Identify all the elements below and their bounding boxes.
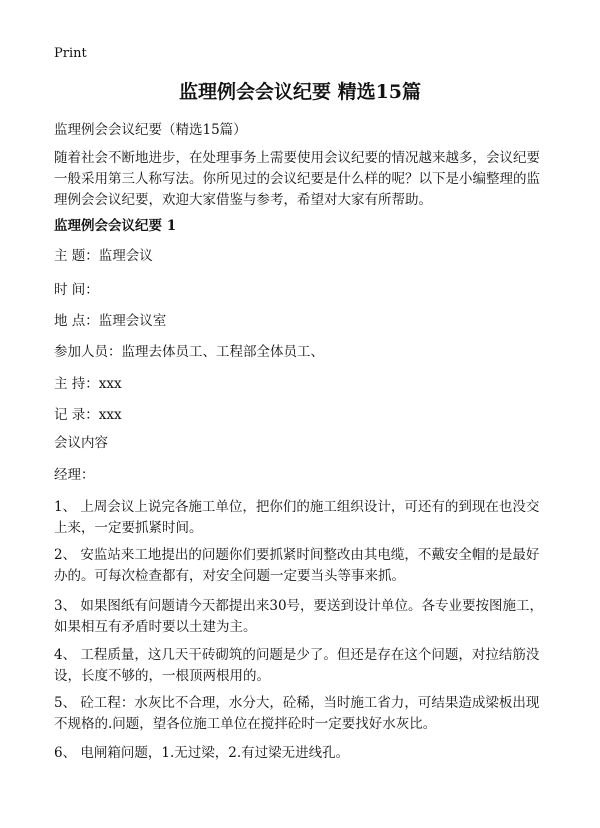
list-item: 5、 砼工程：水灰比不合理，水分大，砼稀，当时施工省力，可结果造成梁板出现不规格的.问题，望各位施工单位在搅拌砼时一定要找好水灰比。 xyxy=(54,695,540,732)
list-item: 1、 上周会议上说完各施工单位，把你们的施工组织设计，可还有的到现在也没交上来，一定要抓紧时间。 xyxy=(54,499,540,536)
field-attendees: 参加人员：监理去体员工、工程部全体员工、 xyxy=(54,344,324,360)
field-recorder: 记 录：xxx xyxy=(54,407,122,423)
page-title: 监理例会会议纪要 精选15篇 xyxy=(178,81,422,103)
field-host: 主 持：xxx xyxy=(54,376,122,392)
list-item: 2、 安监站来工地提出的问题你们要抓紧时间整改由其电缆，不戴安全帽的是最好办的。可每次检查都有，对安全问题一定要当头等事来抓。 xyxy=(54,547,540,584)
content-label: 会议内容 xyxy=(54,435,108,451)
list-item: 4、 工程质量，这几天干砖砌筑的问题是少了。但还是存在这个问题，对拉结筋没设，长度不够的，一根顶两根用的。 xyxy=(54,647,540,684)
subtitle: 监理例会会议纪要（精选15篇） xyxy=(54,122,247,138)
intro-paragraph: 随着社会不断地进步，在处理事务上需要使用会议纪要的情况越来越多，会议纪要一般采用第三人称写法。你所见过的会议纪要是什么样的呢？以下是小编整理的监理例会会议纪要，欢迎大家借鉴与参考，希望对大家有所帮助。 xyxy=(54,150,540,208)
print-link[interactable]: Print xyxy=(54,46,87,61)
section-heading: 监理例会会议纪要 1 xyxy=(54,218,177,234)
field-time: 时 间： xyxy=(54,282,99,298)
list-item: 6、 电闸箱问题，1.无过梁，2.有过梁无进线孔。 xyxy=(54,745,350,761)
manager-label: 经理： xyxy=(54,467,95,483)
list-item: 3、 如果图纸有问题请今天都提出来30号，要送到设计单位。各专业要按图施工，如果相互有矛盾时要以土建为主。 xyxy=(54,598,544,635)
field-topic: 主 题：监理会议 xyxy=(54,248,153,264)
field-place: 地 点：监理会议室 xyxy=(54,313,167,329)
